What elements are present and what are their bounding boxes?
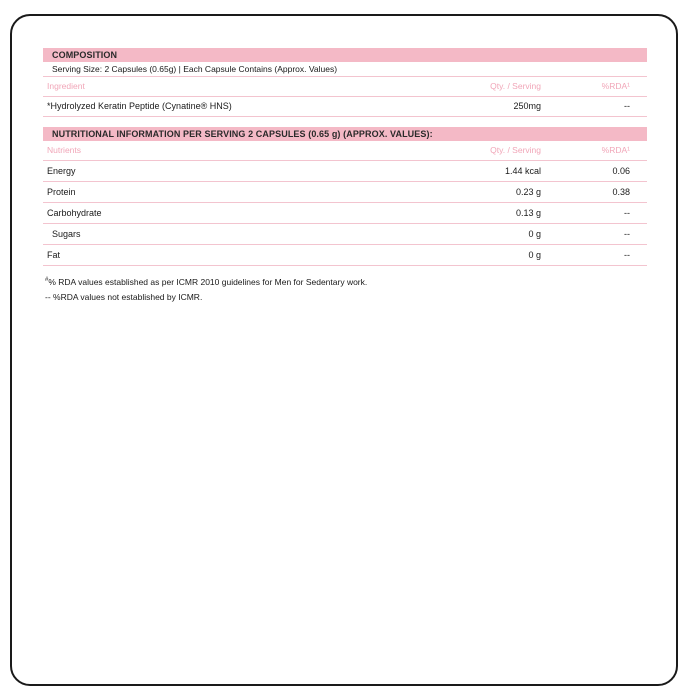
nutrient-name: Carbohydrate (47, 208, 102, 218)
ingredient-name: *Hydrolyzed Keratin Peptide (Cynatine® HNS) (47, 101, 232, 111)
table-row (43, 245, 647, 266)
serving-size-text: Serving Size: 2 Capsules (0.65g) | Each Capsule Contains (Approx. Values) (43, 62, 647, 77)
nutrient-rda: -- (624, 208, 630, 218)
qty-header: Qty. / Serving (490, 81, 541, 91)
nutrient-rda: -- (624, 250, 630, 260)
label-content (43, 48, 647, 305)
footnote-rda-text: % RDA values established as per ICMR 2010 guidelines for Men for Sedentary work. (48, 276, 368, 287)
ingredient-header: Ingredient (47, 81, 85, 91)
footnote-rda (43, 273, 647, 290)
nutrition-header-row (43, 141, 647, 161)
nutrient-name: Sugars (52, 229, 81, 239)
composition-title: COMPOSITION (43, 48, 647, 62)
nutrient-qty: 0 g (528, 250, 541, 260)
nutrient-rda: 0.06 (612, 166, 630, 176)
nutrient-header: Nutrients (47, 145, 82, 155)
rda-header: %RDA¹ (601, 145, 630, 155)
nutrition-title: NUTRITIONAL INFORMATION PER SERVING 2 CAPSULES (0.65 g) (APPROX. VALUES): (43, 127, 647, 141)
ingredient-qty: 250mg (513, 101, 541, 111)
nutrient-qty: 1.44 kcal (504, 166, 541, 176)
nutrient-rda: 0.38 (612, 187, 630, 197)
nutrient-qty: 0.13 g (515, 208, 541, 218)
table-row (43, 224, 647, 245)
nutrient-rda: -- (624, 229, 630, 239)
footnote-mark: # (45, 277, 49, 283)
table-row (43, 203, 647, 224)
footnote-not-established: -- %RDA values not established by ICMR. (45, 291, 203, 302)
nutrient-name: Protein (47, 187, 76, 197)
ingredient-rda: -- (624, 101, 630, 111)
table-row (43, 161, 647, 182)
nutrient-name: Energy (47, 166, 76, 176)
table-row (43, 97, 647, 117)
nutrient-name: Fat (47, 250, 61, 260)
rda-header: %RDA¹ (601, 81, 630, 91)
composition-header-row (43, 77, 647, 97)
nutrient-qty: 0 g (528, 229, 541, 239)
nutrient-qty: 0.23 g (515, 187, 541, 197)
qty-header: Qty. / Serving (490, 145, 541, 155)
table-row (43, 182, 647, 203)
